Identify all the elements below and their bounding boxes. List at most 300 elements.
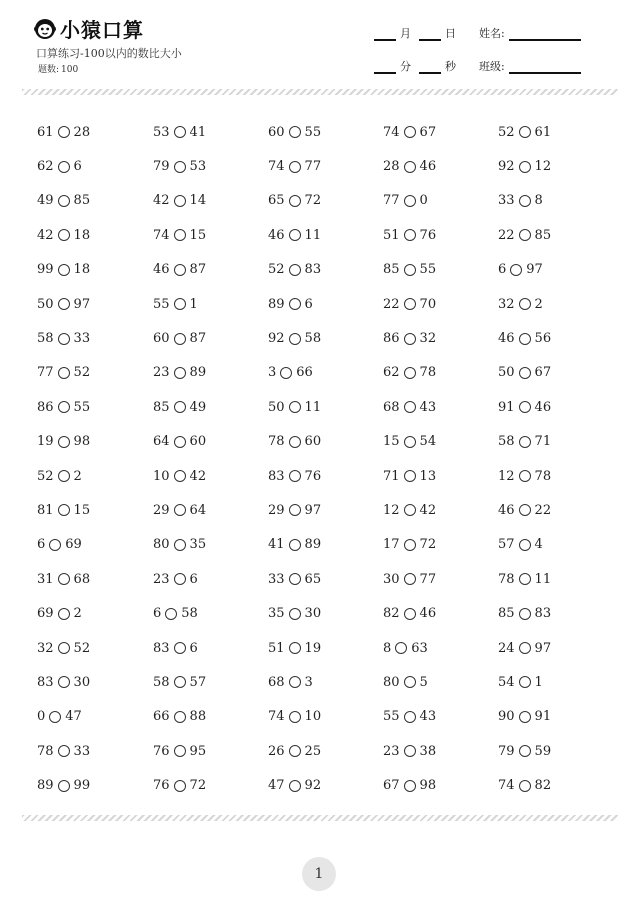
- class-blank[interactable]: [509, 71, 581, 74]
- problem-row: [37, 768, 617, 802]
- problem-row: [37, 700, 617, 734]
- left-number: 83: [268, 468, 285, 484]
- problem-row: [37, 218, 617, 252]
- comparison-problem: [268, 149, 321, 183]
- answer-circle[interactable]: [174, 333, 186, 345]
- answer-circle[interactable]: [404, 539, 416, 551]
- right-number: 61: [534, 124, 552, 140]
- comparison-problem: [383, 218, 436, 252]
- left-number: 80: [383, 674, 400, 690]
- left-number: 52: [268, 262, 285, 278]
- top-divider: [22, 89, 618, 95]
- answer-circle[interactable]: [404, 436, 416, 448]
- right-number: 52: [73, 640, 91, 656]
- comparison-problem: [383, 631, 428, 665]
- answer-circle[interactable]: [519, 436, 531, 448]
- comparison-problem: [153, 218, 206, 252]
- answer-circle[interactable]: [289, 126, 301, 138]
- answer-circle[interactable]: [174, 436, 186, 448]
- left-number: 85: [383, 262, 400, 278]
- right-number: 46: [419, 159, 437, 175]
- left-number: 76: [153, 743, 170, 759]
- right-number: 83: [534, 606, 552, 622]
- comparison-problem: [268, 768, 321, 802]
- left-number: 46: [498, 331, 515, 347]
- left-number: 3: [268, 365, 277, 381]
- right-number: 66: [296, 365, 313, 381]
- comparison-problem: [383, 184, 428, 218]
- answer-circle[interactable]: [58, 745, 70, 757]
- right-number: 42: [189, 468, 207, 484]
- answer-circle[interactable]: [174, 298, 186, 310]
- left-number: 31: [37, 571, 54, 587]
- left-number: 83: [37, 674, 54, 690]
- comparison-problem: [268, 528, 321, 562]
- right-number: 72: [419, 537, 437, 553]
- answer-circle[interactable]: [58, 298, 70, 310]
- left-number: 50: [268, 399, 285, 415]
- answer-circle[interactable]: [58, 642, 70, 654]
- answer-circle[interactable]: [404, 367, 416, 379]
- right-number: 58: [304, 331, 322, 347]
- answer-circle[interactable]: [404, 470, 416, 482]
- page-number: 1: [302, 857, 336, 891]
- answer-circle[interactable]: [404, 676, 416, 688]
- right-number: 97: [304, 502, 322, 518]
- answer-circle[interactable]: [174, 539, 186, 551]
- left-number: 46: [498, 502, 515, 518]
- answer-circle[interactable]: [49, 711, 61, 723]
- problem-row: [37, 321, 617, 355]
- right-number: 19: [304, 640, 322, 656]
- answer-circle[interactable]: [404, 229, 416, 241]
- comparison-problem: [153, 149, 206, 183]
- left-number: 79: [153, 159, 170, 175]
- answer-circle[interactable]: [510, 264, 522, 276]
- left-number: 67: [383, 778, 400, 794]
- answer-circle[interactable]: [174, 573, 186, 585]
- answer-circle[interactable]: [519, 573, 531, 585]
- answer-circle[interactable]: [289, 539, 301, 551]
- answer-circle[interactable]: [519, 676, 531, 688]
- right-number: 4: [534, 537, 543, 553]
- name-label: 姓名:: [479, 27, 505, 40]
- right-number: 67: [419, 124, 437, 140]
- answer-circle[interactable]: [174, 401, 186, 413]
- problem-row: [37, 390, 617, 424]
- comparison-problem: [383, 459, 436, 493]
- answer-circle[interactable]: [174, 161, 186, 173]
- answer-circle[interactable]: [58, 367, 70, 379]
- answer-circle[interactable]: [404, 504, 416, 516]
- right-number: 59: [534, 743, 552, 759]
- answer-circle[interactable]: [395, 642, 407, 654]
- comparison-problem: [498, 287, 543, 321]
- problem-row: [37, 356, 617, 390]
- left-number: 90: [498, 709, 515, 725]
- comparison-problem: [37, 356, 90, 390]
- answer-circle[interactable]: [174, 745, 186, 757]
- monkey-logo-icon: [34, 18, 56, 40]
- answer-circle[interactable]: [519, 642, 531, 654]
- right-number: 32: [419, 331, 437, 347]
- answer-circle[interactable]: [519, 608, 531, 620]
- left-number: 99: [37, 262, 54, 278]
- answer-circle[interactable]: [289, 195, 301, 207]
- comparison-problem: [268, 356, 313, 390]
- comparison-problem: [498, 425, 551, 459]
- logo: [34, 14, 144, 43]
- left-number: 54: [498, 674, 515, 690]
- comparison-problem: [153, 425, 206, 459]
- answer-circle[interactable]: [58, 436, 70, 448]
- right-number: 46: [419, 606, 437, 622]
- comparison-problem: [383, 562, 436, 596]
- answer-circle[interactable]: [165, 608, 177, 620]
- left-number: 66: [153, 709, 170, 725]
- minute-label: 分: [400, 60, 411, 73]
- answer-circle[interactable]: [174, 126, 186, 138]
- left-number: 33: [498, 193, 515, 209]
- right-number: 97: [534, 640, 552, 656]
- right-number: 35: [189, 537, 207, 553]
- left-number: 24: [498, 640, 515, 656]
- minute-blank[interactable]: [374, 71, 396, 74]
- comparison-problem: [37, 631, 90, 665]
- comparison-problem: [498, 734, 551, 768]
- second-blank[interactable]: [419, 71, 441, 74]
- answer-circle[interactable]: [289, 642, 301, 654]
- comparison-problem: [268, 321, 321, 355]
- left-number: 35: [268, 606, 285, 622]
- answer-circle[interactable]: [174, 264, 186, 276]
- right-number: 12: [534, 159, 552, 175]
- comparison-problem: [37, 596, 82, 630]
- answer-circle[interactable]: [289, 401, 301, 413]
- answer-circle[interactable]: [58, 161, 70, 173]
- right-number: 72: [304, 193, 322, 209]
- comparison-problem: [498, 184, 543, 218]
- left-number: 10: [153, 468, 170, 484]
- comparison-problem: [153, 665, 206, 699]
- answer-circle[interactable]: [404, 298, 416, 310]
- left-number: 58: [37, 331, 54, 347]
- left-number: 77: [383, 193, 400, 209]
- answer-circle[interactable]: [49, 539, 61, 551]
- answer-circle[interactable]: [289, 573, 301, 585]
- comparison-problem: [498, 596, 551, 630]
- problem-row: [37, 528, 617, 562]
- right-number: 95: [189, 743, 207, 759]
- answer-circle[interactable]: [58, 470, 70, 482]
- answer-circle[interactable]: [174, 711, 186, 723]
- left-number: 61: [37, 124, 54, 140]
- right-number: 38: [419, 743, 437, 759]
- answer-circle[interactable]: [289, 161, 301, 173]
- comparison-problem: [383, 768, 436, 802]
- answer-circle[interactable]: [404, 745, 416, 757]
- answer-circle[interactable]: [58, 401, 70, 413]
- answer-circle[interactable]: [174, 195, 186, 207]
- answer-circle[interactable]: [404, 608, 416, 620]
- comparison-problem: [37, 218, 90, 252]
- right-number: 33: [73, 743, 91, 759]
- answer-circle[interactable]: [58, 229, 70, 241]
- answer-circle[interactable]: [404, 401, 416, 413]
- left-number: 65: [268, 193, 285, 209]
- comparison-problem: [37, 665, 90, 699]
- answer-circle[interactable]: [174, 367, 186, 379]
- problem-row: [37, 459, 617, 493]
- right-number: 6: [304, 296, 313, 312]
- right-number: 6: [189, 571, 198, 587]
- right-number: 18: [73, 262, 91, 278]
- comparison-problem: [153, 321, 206, 355]
- answer-circle[interactable]: [174, 676, 186, 688]
- right-number: 6: [189, 640, 198, 656]
- right-number: 1: [534, 674, 543, 690]
- answer-circle[interactable]: [289, 745, 301, 757]
- comparison-problem: [37, 528, 82, 562]
- right-number: 77: [304, 159, 322, 175]
- answer-circle[interactable]: [289, 298, 301, 310]
- left-number: 51: [268, 640, 285, 656]
- comparison-problem: [153, 768, 206, 802]
- answer-circle[interactable]: [519, 539, 531, 551]
- left-number: 78: [37, 743, 54, 759]
- right-number: 11: [534, 571, 552, 587]
- answer-circle[interactable]: [519, 126, 531, 138]
- answer-circle[interactable]: [519, 470, 531, 482]
- answer-circle[interactable]: [519, 780, 531, 792]
- comparison-problem: [37, 734, 90, 768]
- left-number: 46: [153, 262, 170, 278]
- left-number: 19: [37, 434, 54, 450]
- right-number: 99: [73, 778, 91, 794]
- comparison-problem: [268, 425, 321, 459]
- left-number: 60: [153, 331, 170, 347]
- left-number: 92: [498, 159, 515, 175]
- answer-circle[interactable]: [58, 195, 70, 207]
- right-number: 69: [65, 537, 82, 553]
- left-number: 30: [383, 571, 400, 587]
- left-number: 17: [383, 537, 400, 553]
- right-number: 33: [73, 331, 91, 347]
- answer-circle[interactable]: [58, 126, 70, 138]
- right-number: 65: [304, 571, 322, 587]
- left-number: 52: [498, 124, 515, 140]
- left-number: 83: [153, 640, 170, 656]
- answer-circle[interactable]: [289, 333, 301, 345]
- month-blank[interactable]: [374, 38, 396, 41]
- left-number: 74: [268, 159, 285, 175]
- left-number: 28: [383, 159, 400, 175]
- answer-circle[interactable]: [519, 367, 531, 379]
- answer-circle[interactable]: [58, 676, 70, 688]
- right-number: 98: [73, 434, 91, 450]
- answer-circle[interactable]: [519, 195, 531, 207]
- answer-circle[interactable]: [519, 298, 531, 310]
- comparison-problem: [383, 596, 436, 630]
- comparison-problem: [37, 115, 90, 149]
- answer-circle[interactable]: [519, 711, 531, 723]
- answer-circle[interactable]: [289, 264, 301, 276]
- answer-circle[interactable]: [404, 573, 416, 585]
- comparison-problem: [498, 768, 551, 802]
- left-number: 51: [383, 227, 400, 243]
- answer-circle[interactable]: [289, 780, 301, 792]
- answer-circle[interactable]: [174, 504, 186, 516]
- answer-circle[interactable]: [289, 229, 301, 241]
- right-number: 85: [534, 227, 552, 243]
- comparison-problem: [383, 528, 436, 562]
- left-number: 6: [37, 537, 46, 553]
- left-number: 49: [37, 193, 54, 209]
- comparison-problem: [37, 493, 90, 527]
- date-field: [374, 25, 456, 41]
- answer-circle[interactable]: [58, 780, 70, 792]
- answer-circle[interactable]: [519, 745, 531, 757]
- month-label: 月: [400, 27, 411, 40]
- right-number: 92: [304, 778, 322, 794]
- answer-circle[interactable]: [404, 711, 416, 723]
- left-number: 26: [268, 743, 285, 759]
- answer-circle[interactable]: [289, 436, 301, 448]
- problem-row: [37, 425, 617, 459]
- problem-row: [37, 287, 617, 321]
- left-number: 15: [383, 434, 400, 450]
- left-number: 22: [383, 296, 400, 312]
- problem-row: [37, 665, 617, 699]
- answer-circle[interactable]: [404, 161, 416, 173]
- problem-row: [37, 115, 617, 149]
- answer-circle[interactable]: [404, 264, 416, 276]
- day-blank[interactable]: [419, 38, 441, 41]
- right-number: 42: [419, 502, 437, 518]
- left-number: 55: [153, 296, 170, 312]
- comparison-problem: [268, 218, 321, 252]
- left-number: 78: [268, 434, 285, 450]
- bottom-divider: [22, 815, 618, 821]
- answer-circle[interactable]: [289, 504, 301, 516]
- comparison-problem: [268, 562, 321, 596]
- right-number: 85: [73, 193, 91, 209]
- left-number: 89: [37, 778, 54, 794]
- answer-circle[interactable]: [289, 470, 301, 482]
- left-number: 32: [37, 640, 54, 656]
- answer-circle[interactable]: [58, 333, 70, 345]
- left-number: 12: [498, 468, 515, 484]
- comparison-problem: [498, 700, 551, 734]
- answer-circle[interactable]: [519, 229, 531, 241]
- answer-circle[interactable]: [174, 642, 186, 654]
- name-blank[interactable]: [509, 38, 581, 41]
- right-number: 46: [534, 399, 552, 415]
- right-number: 64: [189, 502, 207, 518]
- right-number: 43: [419, 399, 437, 415]
- left-number: 85: [498, 606, 515, 622]
- left-number: 86: [383, 331, 400, 347]
- right-number: 89: [189, 365, 207, 381]
- answer-circle[interactable]: [289, 711, 301, 723]
- answer-circle[interactable]: [174, 229, 186, 241]
- right-number: 41: [189, 124, 207, 140]
- left-number: 6: [498, 262, 507, 278]
- right-number: 68: [73, 571, 91, 587]
- answer-circle[interactable]: [174, 470, 186, 482]
- left-number: 92: [268, 331, 285, 347]
- second-label: 秒: [445, 60, 456, 73]
- left-number: 42: [37, 227, 54, 243]
- answer-circle[interactable]: [404, 780, 416, 792]
- comparison-problem: [268, 115, 321, 149]
- answer-circle[interactable]: [519, 504, 531, 516]
- right-number: 14: [189, 193, 207, 209]
- count-label: 题数:: [38, 65, 60, 75]
- answer-circle[interactable]: [58, 573, 70, 585]
- comparison-problem: [153, 184, 206, 218]
- comparison-problem: [498, 665, 543, 699]
- left-number: 62: [383, 365, 400, 381]
- left-number: 78: [498, 571, 515, 587]
- comparison-problem: [153, 253, 206, 287]
- comparison-problem: [37, 425, 90, 459]
- right-number: 47: [65, 709, 82, 725]
- right-number: 49: [189, 399, 207, 415]
- left-number: 46: [268, 227, 285, 243]
- comparison-problem: [383, 321, 436, 355]
- left-number: 80: [153, 537, 170, 553]
- left-number: 50: [37, 296, 54, 312]
- left-number: 71: [383, 468, 400, 484]
- right-number: 97: [73, 296, 91, 312]
- right-number: 88: [189, 709, 207, 725]
- answer-circle[interactable]: [289, 608, 301, 620]
- comparison-problem: [498, 562, 551, 596]
- right-number: 60: [189, 434, 207, 450]
- left-number: 82: [383, 606, 400, 622]
- left-number: 91: [498, 399, 515, 415]
- answer-circle[interactable]: [58, 264, 70, 276]
- right-number: 98: [419, 778, 437, 794]
- answer-circle[interactable]: [404, 333, 416, 345]
- left-number: 62: [37, 159, 54, 175]
- comparison-problem: [383, 700, 436, 734]
- left-number: 81: [37, 502, 54, 518]
- answer-circle[interactable]: [404, 195, 416, 207]
- answer-circle[interactable]: [519, 333, 531, 345]
- answer-circle[interactable]: [58, 504, 70, 516]
- comparison-problem: [268, 700, 321, 734]
- answer-circle[interactable]: [519, 401, 531, 413]
- right-number: 25: [304, 743, 322, 759]
- answer-circle[interactable]: [404, 126, 416, 138]
- answer-circle[interactable]: [280, 367, 292, 379]
- left-number: 55: [383, 709, 400, 725]
- left-number: 8: [383, 640, 392, 656]
- right-number: 76: [419, 227, 437, 243]
- comparison-problem: [383, 734, 436, 768]
- left-number: 12: [383, 502, 400, 518]
- comparison-problem: [268, 631, 321, 665]
- day-label: 日: [445, 27, 456, 40]
- answer-circle[interactable]: [519, 161, 531, 173]
- answer-circle[interactable]: [58, 608, 70, 620]
- left-number: 47: [268, 778, 285, 794]
- comparison-problem: [37, 184, 90, 218]
- answer-circle[interactable]: [174, 780, 186, 792]
- answer-circle[interactable]: [289, 676, 301, 688]
